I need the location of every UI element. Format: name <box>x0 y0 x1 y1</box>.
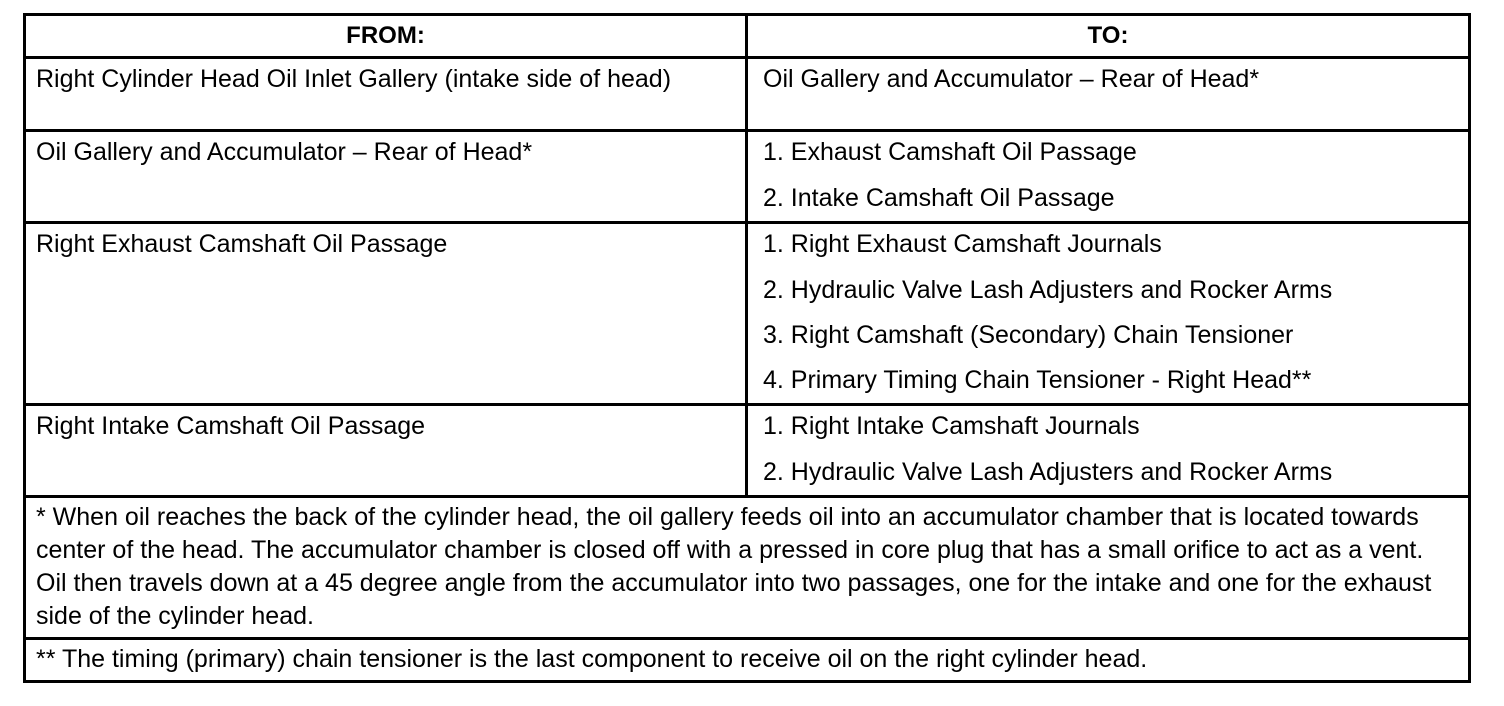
header-from: FROM: <box>25 15 747 58</box>
footnote-row <box>25 497 1470 639</box>
from-cell <box>25 58 747 131</box>
to-item: 4. Primary Timing Chain Tensioner - Right Head** <box>763 366 1312 394</box>
from-text: Right Intake Camshaft Oil Passage <box>36 412 426 440</box>
to-item: 2. Hydraulic Valve Lash Adjusters and Rocker Arms <box>763 458 1333 486</box>
from-text: Right Exhaust Camshaft Oil Passage <box>36 230 448 258</box>
to-item: 1. Right Exhaust Camshaft Journals <box>763 230 1162 258</box>
to-cell <box>747 58 1470 131</box>
from-cell <box>25 405 747 497</box>
table-row <box>25 223 1470 405</box>
footnote-tensioner: ** The timing (primary) chain tensioner is the last component to receive oil on the right cylinder head. <box>36 645 1148 673</box>
footnote-accumulator: * When oil reaches the back of the cylinder head, the oil gallery feeds oil into an accumulator chamber that is located towards center of the head. The accumulator chamber is closed off with a pressed in core plug that has a small orifice to act as a vent. Oil then travels down at a 45 degree angle from the accumulator into two passages, one for the intake and one for the exhaust side of the cylinder head. <box>36 503 1432 630</box>
to-item: 1. Exhaust Camshaft Oil Passage <box>763 138 1137 166</box>
to-item: 2. Hydraulic Valve Lash Adjusters and Rocker Arms <box>763 276 1333 304</box>
to-cell <box>747 131 1470 223</box>
to-item: 3. Right Camshaft (Secondary) Chain Tensioner <box>763 321 1294 349</box>
to-cell <box>747 223 1470 405</box>
from-text: Oil Gallery and Accumulator – Rear of Head* <box>36 138 533 166</box>
from-cell <box>25 131 747 223</box>
footnote-cell <box>25 639 1470 682</box>
oil-flow-table <box>23 13 1471 683</box>
to-cell <box>747 405 1470 497</box>
to-item: 1. Right Intake Camshaft Journals <box>763 412 1140 440</box>
header-to: TO: <box>747 15 1470 58</box>
footnote-cell <box>25 497 1470 639</box>
table-row <box>25 131 1470 223</box>
footnote-row <box>25 639 1470 682</box>
table-row <box>25 58 1470 131</box>
to-item: 2. Intake Camshaft Oil Passage <box>763 184 1115 212</box>
table-row <box>25 405 1470 497</box>
from-text: Right Cylinder Head Oil Inlet Gallery (intake side of head) <box>36 65 672 93</box>
to-item: Oil Gallery and Accumulator – Rear of Head* <box>763 65 1260 93</box>
from-cell <box>25 223 747 405</box>
